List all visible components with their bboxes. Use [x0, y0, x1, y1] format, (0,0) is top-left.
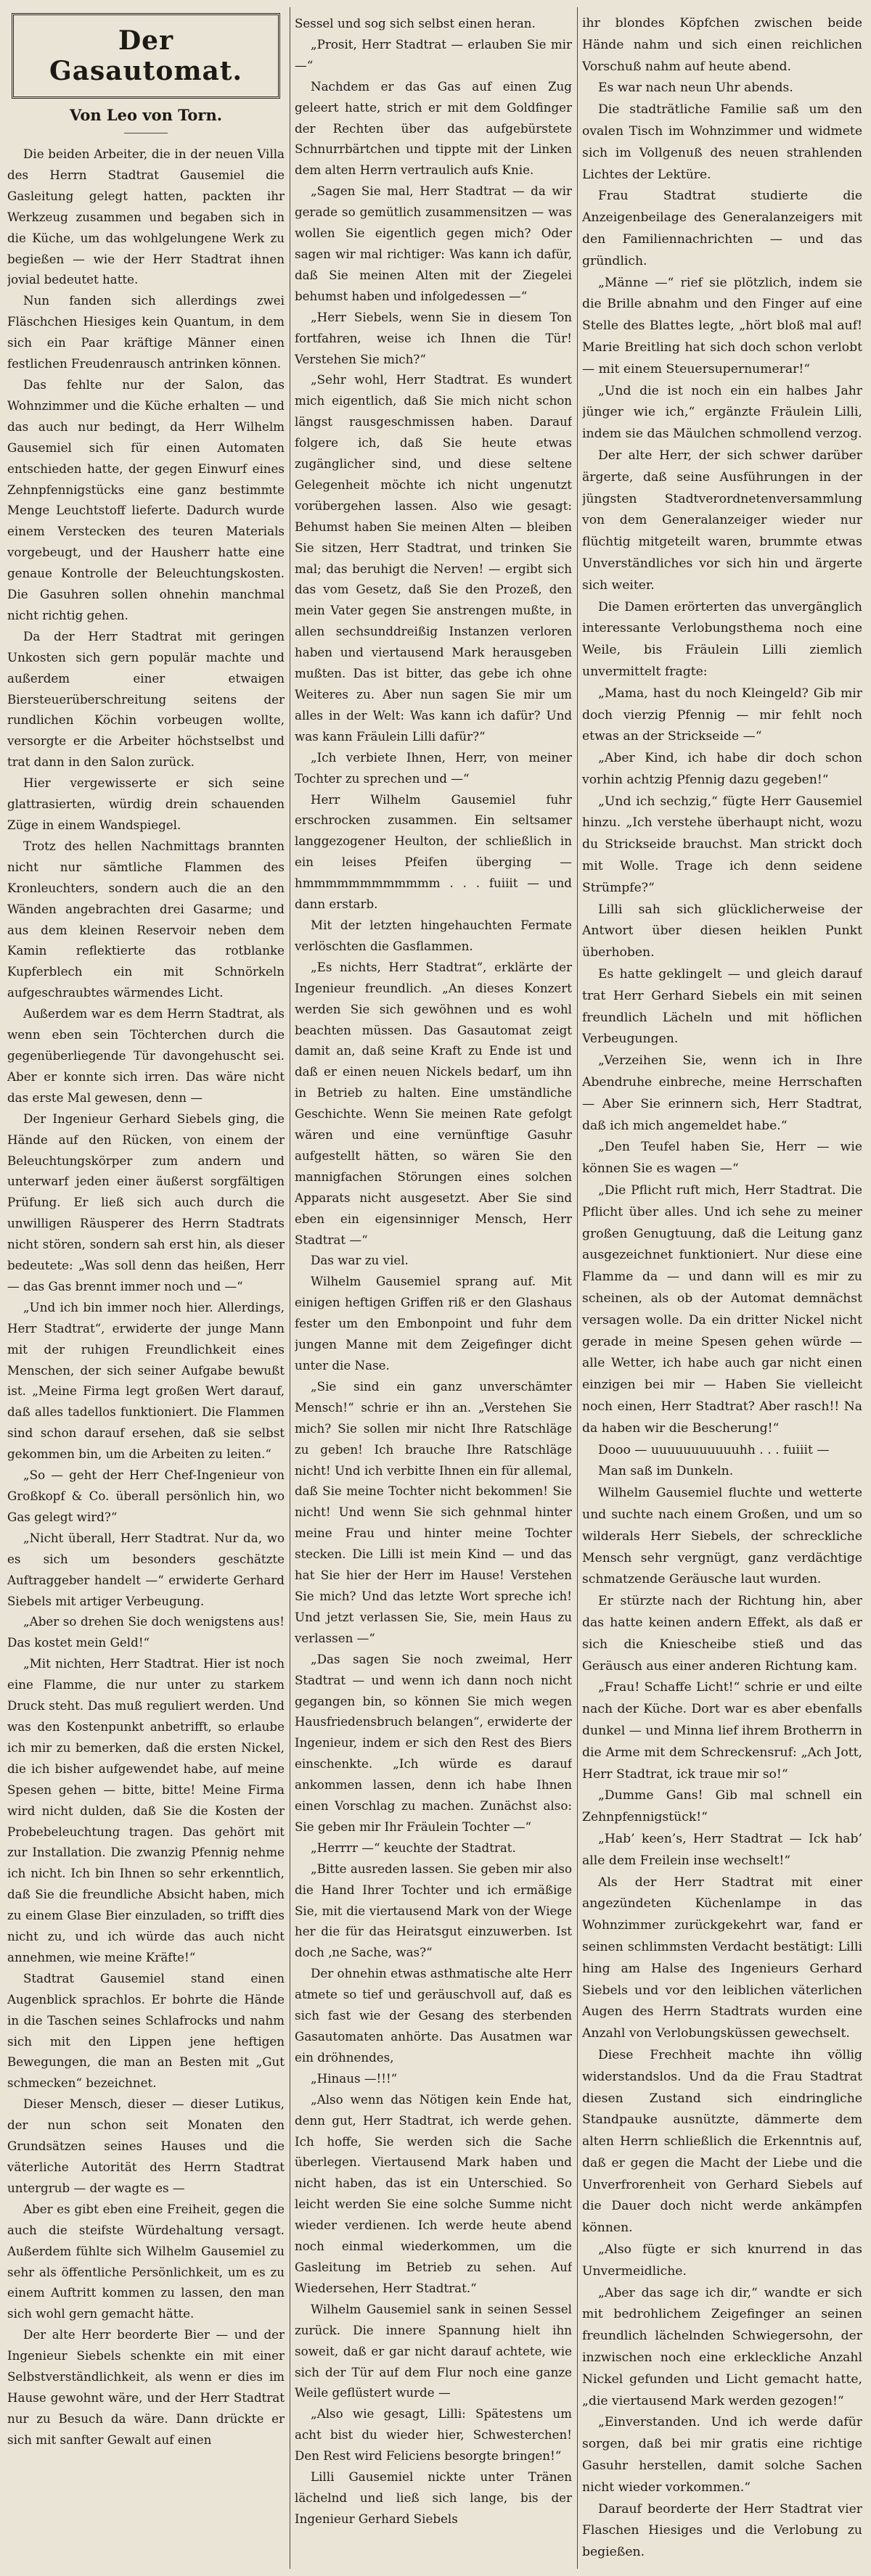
paragraph: „Und ich sechzig,“ fügte Herr Gausemiel hinzu. „Ich verstehe überhaupt nicht, wozu du Strickseide brauchst. Man strickt doch mit Wolle. Trage ich denn seidene Strümpfe?“ [582, 794, 862, 895]
paragraph: „Sagen Sie mal, Herr Stadtrat — da wir gerade so gemütlich zusammensitzen — was wollen Sie eigentlich gegen mich? Oder sagen wir mal richtiger: Was kann ich dafür, daß Sie meinen Alten mit der Ziegelei behumst haben und infolgedessen —“ [295, 184, 572, 303]
paragraph: „Also fügte er sich knurrend in das Unvermeidliche. [582, 2242, 862, 2279]
article-author: Von Leo von Torn. [69, 106, 223, 124]
column-2 [295, 13, 572, 2563]
paragraph: „Das sagen Sie noch zweimal, Herr Stadtrat — und wenn ich dann noch nicht gegangen bin, so können Sie mich wegen Hausfriedensbruch belangen“, erwiderte der Ingenieur, indem er sich den Rest des Biers einschenkte. „Ich würde es darauf ankommen lassen, denn ich habe Ihnen einen Vorschlag zu machen. Zunächst also: Sie geben mir Ihr Fräulein Tochter —“ [295, 1651, 572, 1834]
paragraph: „Frau! Schaffe Licht!“ schrie er und eilte nach der Küche. Dort war es aber ebenfalls dunkel — und Minna lief ihrem Brotherrn in die Arme mit dem Schreckensruf: „Ach Jott, Herr Stadtrat, ick traue mir so!“ [582, 1680, 862, 1782]
paragraph: Nachdem er das Gas auf einen Zug geleert hatte, strich er mit dem Goldfinger der Rechten über das aufgebürstete Schnurrbärtchen und tippte mit der Linken dem alten Herrn vertraulich aufs Knie. [295, 78, 572, 178]
column-3-text [582, 13, 862, 2563]
paragraph: Dooo — uuuuuuuuuuuhh . . . fuiiit — [598, 1442, 830, 1457]
paragraph: „Aber so drehen Sie doch wenigstens aus! Das kostet mein Geld!“ [7, 1614, 285, 1650]
paragraph: „Herrrr —“ keuchte der Stadtrat. [311, 1840, 516, 1855]
paragraph: „Und ich bin immer noch hier. Allerdings, Herr Stadtrat“, erwiderte der junge Mann mit der ruhigen Freundlichkeit eines Menschen, der sich seiner Aufgabe bewußt ist. „Meine Firma legt großen Wert darauf, daß alles tadellos funktioniert. Die Flammen sind schon darauf ersehen, daß sie selbst gekommen bin, um die Arbeiten zu leiten.“ [7, 1299, 285, 1462]
paragraph: Wilhelm Gausemiel sank in seinen Sessel zurück. Die innere Spannung hielt ihn soweit, daß er gar nicht darauf achtete, wie sich der Tür auf dem Flur noch eine ganze Weile geflüstert wurde — [295, 2301, 572, 2400]
column-1 [7, 13, 285, 2563]
paragraph: Das fehlte nur der Salon, das Wohnzimmer und die Küche erhalten — und das auch nur bedingt, da Herr Wilhelm Gausemiel sich für einen Automaten entschieden hatte, der gegen Einwurf eines Zehnpfennigstücks eine ganz bestimmte Menge Leuchtstoff lieferte. Dadurch wurde einem Verstecken des teuren Materials vorgebeugt, und der Hausherr hatte eine genaue Kontrolle der Beleuchtungskosten. Die Gasuhren sollen ohnehin manchmal nicht richtig gehen. [7, 376, 285, 622]
paragraph: „Aber Kind, ich habe dir doch schon vorhin achtzig Pfennig dazu gegeben!“ [582, 751, 862, 787]
paragraph: Die beiden Arbeiter, die in der neuen Villa des Herrn Stadtrat Gausemiel die Gasleitung gelegt hatten, packten ihr Werkzeug zusammen und begaben sich in die Küche, um das wohlgelungene Werk zu begießen — wie der Herr Stadtrat ihnen jovial bedeutet hatte. [7, 147, 285, 287]
paragraph: „Dumme Gans! Gib mal schnell ein Zehnpfennigstück!“ [582, 1788, 862, 1825]
paragraph: Trotz des hellen Nachmittags brannten nicht nur sämtliche Flammen des Kronleuchters, sondern auch die an den Wänden angebrachten drei Gasarme; und aus dem kleinen Reservoir neben dem Kamin reflektierte das rotblanke Kupferblech ein mit Schnörkeln aufgeschraubtes wärmendes Licht. [7, 838, 285, 1000]
article-title: Der Gasautomat. [49, 25, 243, 86]
paragraph: „Den Teufel haben Sie, Herr — wie können Sie es wagen —“ [582, 1140, 862, 1177]
paragraph: ihr blondes Köpfchen zwischen beide Hände nahm und sich einen reichlichen Vorschuß nahm auf heute abend. [582, 16, 862, 74]
paragraph: Frau Stadtrat studierte die Anzeigenbeilage des Generalanzeigers mit den Familiennachrichten — und das gründlich. [582, 189, 862, 268]
paragraph: „Mama, hast du noch Kleingeld? Gib mir doch vierzig Pfennig — mir fehlt noch etwas an der Strickseide —“ [582, 686, 862, 744]
paragraph: Aber es gibt eben eine Freiheit, gegen die auch die steifste Würdehaltung versagt. Außerdem fühlte sich Wilhelm Gausemiel zu sehr als öffentliche Persönlichkeit, um es zu einem Auftritt kommen zu lassen, den man sich wohl gern gemacht hätte. [7, 2201, 285, 2321]
paragraph: Er stürzte nach der Richtung hin, aber das hatte keinen andern Effekt, als daß er sich die Kniescheibe stieß und das Geräusch aus einer anderen Richtung kam. [582, 1594, 862, 1674]
paragraph: Herr Wilhelm Gausemiel fuhr erschrocken zusammen. Ein seltsamer langgezogener Heulton, der schließlich in ein leises Pfeifen überging — hmmmmmmmmmmmm . . . fuiiit — und dann erstarb. [295, 791, 572, 912]
paragraph: Der Ingenieur Gerhard Siebels ging, die Hände auf den Rücken, von einem der Beleuchtungskörper zum andern und unterwarf jeden einer äußerst sorgfältigen Prüfung. Er ließ sich auch durch die unwilligen Räusperer des Herrn Stadtrats nicht stören, sondern sah erst hin, als dieser bedeutete: „Was soll denn das heißen, Herr — das Gas brennt immer noch und —“ [7, 1111, 285, 1293]
paragraph: Außerdem war es dem Herrn Stadtrat, als wenn eben sein Töchterchen durch die gegenüberliegende Tür davongehuscht sei. Aber er konnte sich irren. Das wäre nicht das erste Mal gewesen, denn — [7, 1006, 285, 1105]
paragraph: Stadtrat Gausemiel stand einen Augenblick sprachlos. Er bohrte die Hände in die Taschen seines Schlafrocks und nahm sich mit den Lippen jene heftigen Bewegungen, die man an Besten mit „Gut schmecken“ bezeichnet. [7, 1970, 285, 2091]
paragraph: „Herr Siebels, wenn Sie in diesem Ton fortfahren, weise ich Ihnen die Tür! Verstehen Sie mich?“ [295, 309, 572, 366]
paragraph: „Die Pflicht ruft mich, Herr Stadtrat. Die Pflicht über alles. Und ich sehe zu meiner großen Genugtuung, daß die Leitung ganz ausgezeichnet funktioniert. Nur diese eine Flamme da — und dann will es mir zu scheinen, als ob der Automat demnächst versagen wolle. Da ein dritter Nickel nicht gerade in meine Spesen gehen würde — alle Wetter, ich habe auch gar nicht einen einzigen bei mir — Haben Sie vielleicht noch einen, Herr Stadtrat? Aber rasch!! Na da haben wir die Bescherung!“ [582, 1183, 862, 1436]
paragraph: Lilli sah sich glücklicherweise der Antwort über diesen heiklen Punkt überhoben. [582, 902, 862, 960]
paragraph: Darauf beorderte der Herr Stadtrat vier Flaschen Hiesiges und die Verlobung zu begießen. [582, 2501, 862, 2560]
paragraph: Dieser Mensch, dieser — dieser Lutikus, der nun schon seit Monaten den Grundsätzen seines Hauses und die väterliche Autorität des Herrn Stadtrat untergrub — der wagte es — [7, 2096, 285, 2195]
paragraph: Wilhelm Gausemiel fluchte und wetterte und suchte nach einem Großen, und um so wilderals Herr Siebels, der schreckliche Mensch sehr vergnügt, ganz verdächtige schmatzende Geräusche laut wurden. [582, 1486, 862, 1587]
paragraph: „Verzeihen Sie, wenn ich in Ihre Abendruhe einbreche, meine Herrschaften — Aber Sie erinnern sich, Herr Stadtrat, daß ich mich angemeldet habe.“ [582, 1053, 862, 1133]
paragraph: Wilhelm Gausemiel sprang auf. Mit einigen heftigen Griffen riß er den Glashaus fester um den Embonpoint und fuhr dem jungen Manne mit dem Zeigefinger dicht unter die Nase. [295, 1274, 572, 1373]
paragraph: „Ich verbiete Ihnen, Herr, von meiner Tochter zu sprechen und —“ [295, 749, 572, 786]
paragraph: „Also wenn das Nötigen kein Ende hat, denn gut, Herr Stadtrat, ich werde gehen. Ich hoffe, Sie werden sich die Sache überlegen. Viertausend Mark haben und nicht haben, das ist ein Unterschied. So leicht werden Sie eine solche Summe nicht wieder verdienen. Ich werde heute abend noch einmal wiederkommen, um die Gasleitung im Betrieb zu sehen. Auf Wiedersehen, Herr Stadtrat.“ [295, 2091, 572, 2295]
paragraph: „Es nichts, Herr Stadtrat“, erklärte der Ingenieur freundlich. „An dieses Konzert werden Sie sich gewöhnen und es wohl beachten müssen. Das Gasautomat zeigt damit an, daß seine Kraft zu Ende ist und daß er einen neuen Nickels bedarf, um ihn in Betrieb zu halten. Eine umständliche Geschichte. Wenn Sie meinen Rate gefolgt wären und eine vernünftige Gasuhr aufgestellt hätten, so wären Sie den mannigfachen Störungen eines solchen Apparats nicht ausgesetzt. Aber Sie sind eben ein eigensinniger Mensch, Herr Stadtrat —“ [295, 959, 572, 1247]
paragraph: Da der Herr Stadtrat mit geringen Unkosten sich gern populär machte und außerdem einer etwaigen Biersteuerüberschreitung seitens der rundlichen Köchin vorbeugen wollte, versorgte er die Arbeiter höchstselbst und trat dann in den Salon zurück. [7, 628, 285, 770]
paragraph: „Und die ist noch ein ein halbes Jahr jünger wie ich,“ ergänzte Fräulein Lilli, indem sie das Mäulchen schmollend verzog. [582, 383, 862, 442]
paragraph: Mit der letzten hingehauchten Fermate verlöschten die Gasflammen. [295, 917, 572, 953]
paragraph: Diese Frechheit machte ihn völlig widerstandslos. Und da die Frau Stadtrat diesen Zustand sich eindringliche Standpauke ausnützte, dämmerte dem alten Herrn schließlich die Erkenntnis auf, daß er gegen die Macht der Liebe und die Unverfrorenheit von Gerhard Siebels auf die Dauer doch nicht werde ankämpfen können. [582, 2047, 862, 2236]
paragraph: Das war zu viel. [311, 1253, 409, 1268]
paragraph: „Sehr wohl, Herr Stadtrat. Es wundert mich eigentlich, daß Sie mich nicht schon längst rausgeschmissen haben. Darauf folgere ich, daß Sie heute etwas zugänglicher sind, und diese seltene Gelegenheit möchte ich nicht ungenutzt vorübergehen lassen. Also wie gesagt: Behumst haben Sie meinen Alten — bleiben Sie sitzen, Herr Stadtrat, und trinken Sie mal; das beruhigt die Nerven! — ergibt sich das vom Gesetz, daß Sie den Prozeß, den mein Vater gegen Sie anstrengen mußte, in allen sechsunddreißig Instanzen verloren haben und viertausend Mark herausgeben mußten. Das ist bitter, das gebe ich ohne Weiteres zu. Aber nun sagen Sie mir um alles in der Welt: Was kann ich dafür? Und was kann Fräulein Lilli dafür?“ [295, 372, 572, 744]
paragraph: „So — geht der Herr Chef-Ingenieur von Großkopf & Co. überall persönlich hin, wo Gas gelegt wird?“ [7, 1468, 285, 1524]
paragraph: „Hab’ keen’s, Herr Stadtrat — Ick hab’ alle dem Freilein inse wechselt!“ [582, 1831, 862, 1868]
column-1-text [7, 144, 285, 2451]
paragraph: Man saß im Dunkeln. [598, 1464, 734, 1479]
paragraph: „Männe —“ rief sie plötzlich, indem sie die Brille abnahm und den Finger auf eine Stelle des Blattes legte, „hört bloß mal auf! Marie Breitling hat sich doch schon verlobt — mit einem Steuersupernumerar!“ [582, 275, 862, 376]
paragraph: Nun fanden sich allerdings zwei Fläschchen Hiesiges kein Quantum, in dem sich ein Paar kräftige Männer einen festlichen Freudenrausch antrinken können. [7, 293, 285, 371]
paragraph: Als der Herr Stadtrat mit einer angezündeten Küchenlampe in das Wohnzimmer zurückgekehrt war, fand er seinen schlimmsten Verdacht bestätigt: Lilli hing am Halse des Ingenieurs Gerhard Siebels und vor den leiblichen väterlichen Augen des Herrn Stadtrats wurden eine Anzahl von Verlobungsküssen gewechselt. [582, 1875, 862, 2041]
paragraph: Die Damen erörterten das unvergänglich interessante Verlobungsthema noch eine Weile, bis Fräulein Lilli ziemlich unvermittelt fragte: [582, 599, 862, 679]
paragraph: „Aber das sage ich dir,“ wandte er sich mit bedrohlichem Zeigefinger an seinen freundlich lächelnden Schwiegersohn, der inzwischen noch eine erkleckliche Anzahl Nickel gefunden und Licht gemacht hatte, „die viertausend Mark werden gezogen!“ [582, 2285, 862, 2408]
paragraph: Der alte Herr beorderte Bier — und der Ingenieur Siebels schenkte ein mit einer Selbstverständlichkeit, als wenn er dies im Hause gewohnt wäre, und der Herr Stadtrat nur zu Besuch da wäre. Dann drückte er sich mit sanfter Gewalt auf einen [7, 2327, 285, 2447]
paragraph: Es war nach neun Uhr abends. [598, 81, 793, 96]
column-2-text [295, 13, 572, 2530]
paragraph: „Nicht überall, Herr Stadtrat. Nur da, wo es sich um besonders geschätzte Auftraggeber handelt —“ erwiderte Gerhard Siebels mit artiger Verbeugung. [7, 1530, 285, 1608]
paragraph: Sessel und sog sich selbst einen heran. [295, 16, 536, 30]
paragraph: Lilli Gausemiel nickte unter Tränen lächelnd und ließ sich lange, bis der Ingenieur Gerhard Siebels [295, 2469, 572, 2526]
paragraph: Die stadträtliche Familie saß um den ovalen Tisch im Wohnzimmer und widmete sich im Vollgenuß des neuen strahlenden Lichtes der Lektüre. [582, 102, 862, 182]
paragraph: „Bitte ausreden lassen. Sie geben mir also die Hand Ihrer Tochter und ich ermäßige Sie, mit die viertausend Mark von der Wiege her die für das Heiratsgut einzuwerben. Ist doch ‚ne Sache, was?“ [295, 1861, 572, 1960]
paragraph: Der ohnehin etwas asthmatische alte Herr atmete so tief und geräuschvoll auf, daß es sich fast wie der Gesang des sterbenden Gasautomaten anhörte. Das Ausatmen war ein dröhnendes, [295, 1966, 572, 2065]
paragraph: Hier vergewisserte er sich seine glattrasierten, würdig drein schauenden Züge in einem Wandspiegel. [7, 775, 285, 832]
paragraph: „Mit nichten, Herr Stadtrat. Hier ist noch eine Flamme, die nur unter zu starkem Druck steht. Das muß reguliert werden. Und was den Kostenpunkt anbetrifft, so erlaube ich mir zu bemerken, daß die ersten Nickel, die ich bisher aufgewendet habe, auf meine Spesen gehen — bitte, bitte! Meine Firma wird nicht dulden, daß Sie die Kosten der Probebeleuchtung tragen. Das gehört mit zur Installation. Die zwanzig Pfennig nehme ich nicht. Ich bin Ihnen so sehr erkenntlich, daß Sie die freundliche Absicht haben, mich zu einem Glase Bier einzuladen, so trifft dies nicht zu, und ich würde das auch nicht annehmen, wie meine Kräfte!“ [7, 1656, 285, 1964]
paragraph: „Einverstanden. Und ich werde dafür sorgen, daß bei mir gratis eine richtige Gasuhr herstellen, damit solche Sachen nicht wieder vorkommen.“ [582, 2415, 862, 2495]
paragraph: „Sie sind ein ganz unverschämter Mensch!“ schrie er ihn an. „Verstehen Sie mich? Sie sollen mir nicht Ihre Ratschläge zu geben! Ich brauche Ihre Ratschläge nicht! Und ich verbitte Ihnen ein für allemal, daß Sie meine Tochter nicht bekommen! Sie nicht! Und wenn Sie sich gehnmal hinter meine Frau und hinter meine Tochter stecken. Die Lilli ist mein Kind — und das hat Sie hier der Herr im Hause! Verstehen Sie mich? Und das letzte Wort spreche ich! Und jetzt verlassen Sie, Sie, mein Haus zu verlassen —“ [295, 1378, 572, 1645]
paragraph: Es hatte geklingelt — und gleich darauf trat Herr Gerhard Siebels ein mit seinen freundlich Lächeln und mit höflichen Verbeugungen. [582, 967, 862, 1047]
paragraph: Der alte Herr, der sich schwer darüber ärgerte, daß seine Ausführungen in der jüngsten Stadtverordnetenversammlung von dem Generalanzeiger wieder nur flüchtig mitgeteilt waren, brummte etwas Unverständliches vor sich hin und ärgerte sich weiter. [582, 448, 862, 593]
paragraph: „Also wie gesagt, Lilli: Spätestens um acht bist du wieder hier, Schwesterchen! Den Rest wird Feliciens besorgte bringen!“ [295, 2406, 572, 2464]
paragraph: „Hinaus —!!!“ [311, 2070, 398, 2086]
column-rule [577, 7, 578, 2569]
paragraph: „Prosit, Herr Stadtrat — erlauben Sie mir —“ [295, 36, 572, 73]
column-3 [582, 13, 862, 2563]
title-box [12, 13, 280, 99]
